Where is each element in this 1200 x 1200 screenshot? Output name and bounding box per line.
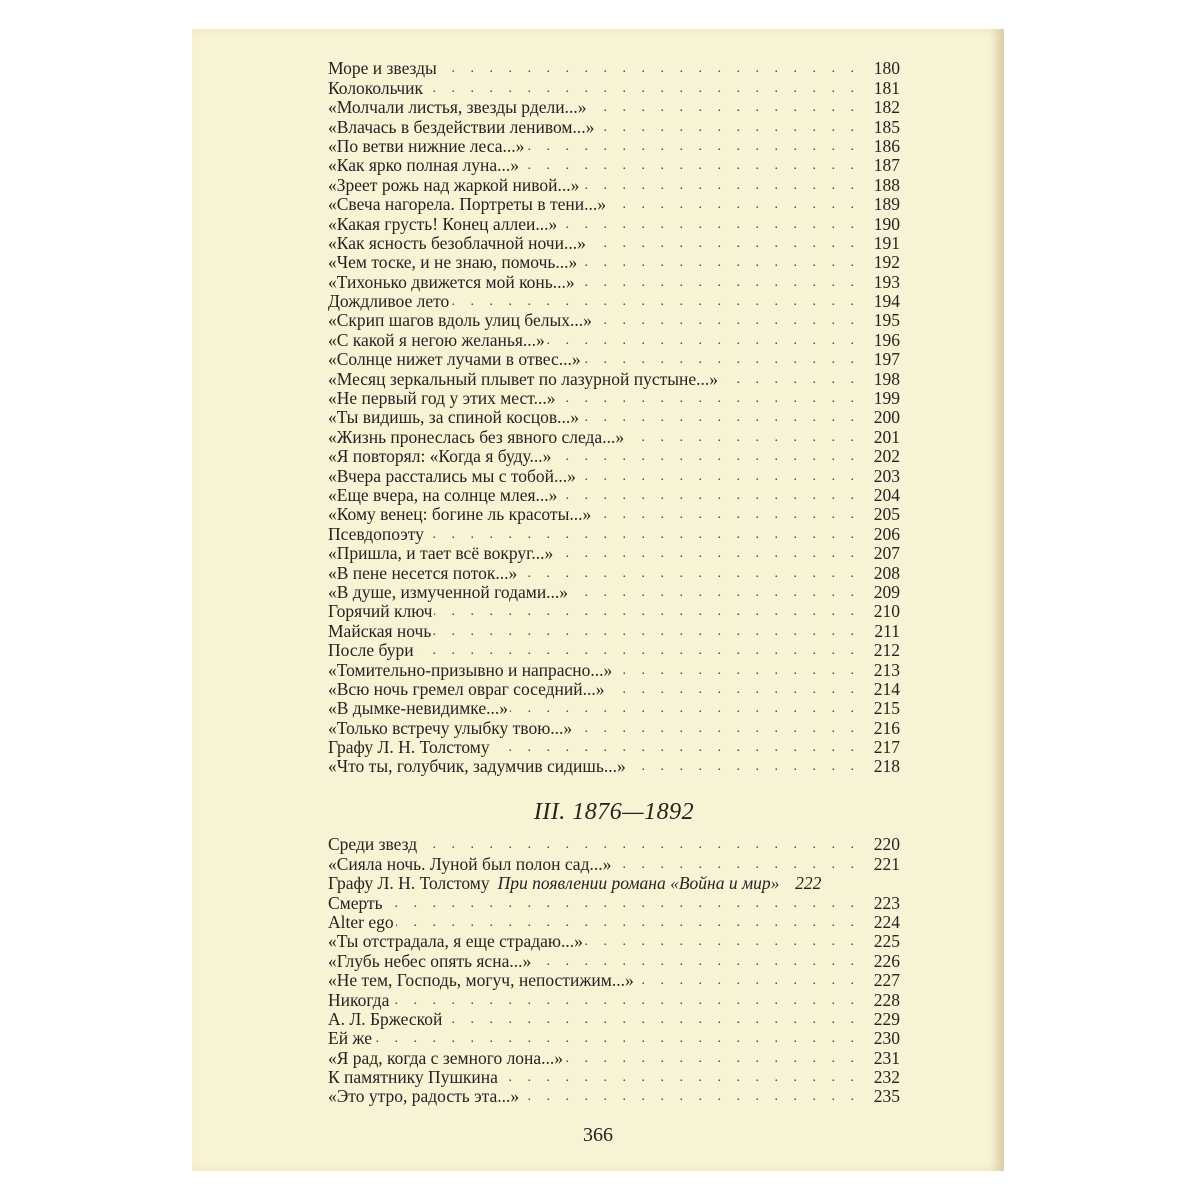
toc-entry-title: Ей же: [328, 1029, 373, 1049]
book-page: [192, 29, 1004, 1171]
toc-entry-title: «Солнце нижет лучами в отвес...»: [328, 350, 581, 370]
dot-leader: [565, 1049, 860, 1068]
toc-entry: [328, 350, 900, 369]
toc-entry-page: 212: [873, 640, 900, 661]
dot-leader: [391, 991, 860, 1010]
toc-entry: [328, 137, 900, 156]
dot-leader: [559, 486, 860, 505]
toc-entry-title: «Ты видишь, за спиной косцов...»: [328, 408, 580, 428]
dot-leader: [585, 932, 860, 951]
toc-entry-title: «Молчали листья, звезды рдели...»: [328, 98, 587, 118]
toc-entry-page: 187: [873, 155, 900, 176]
dot-leader: [492, 738, 860, 757]
toc-entry-title: Alter ego: [328, 912, 394, 932]
toc-entry: [328, 738, 900, 757]
toc-entry-title: Горячий ключ: [328, 602, 433, 622]
toc-entry: [328, 389, 900, 408]
toc-entry-title: Среди звезд: [328, 835, 418, 855]
toc-entry-title: Графу Л. Н. Толстому: [328, 874, 490, 894]
dot-leader: [577, 273, 860, 292]
toc-entry: [328, 1068, 900, 1087]
toc-entry-title: Смерть: [328, 893, 383, 913]
toc-entry-page: 188: [873, 174, 900, 195]
toc-entry-page: 227: [873, 970, 900, 991]
toc-entry: [328, 175, 900, 194]
toc-entry-page: 190: [873, 213, 900, 234]
toc-entry-page: 214: [873, 678, 900, 699]
toc-entry-title: «Вчера расстались мы с тобой...»: [328, 466, 576, 486]
toc-entry-page: 210: [873, 601, 900, 622]
dot-leader: [581, 408, 860, 427]
toc-entry-title: «Зреет рожь над жаркой нивой...»: [328, 175, 580, 195]
toc-entry-page: 197: [873, 349, 900, 370]
toc-entry-title: «Месяц зеркальный плывет по лазурной пустыне...»: [328, 369, 718, 389]
toc-entry-title: «Что ты, голубчик, задумчив сидишь...»: [328, 757, 626, 777]
toc-entry-title: Дождливое лето: [328, 292, 450, 312]
toc-entry: [328, 990, 900, 1009]
toc-entry: [328, 718, 900, 737]
toc-entry-title: «Пришла, и тает всё вокруг...»: [328, 544, 554, 564]
toc-entry: [328, 641, 900, 660]
toc-entry-title: «Сияла ночь. Луной был полон сад...»: [328, 854, 612, 874]
dot-leader: [581, 176, 860, 195]
toc-entry-page: 218: [873, 756, 900, 777]
toc-entry: [328, 680, 900, 699]
toc-entry-title: «По ветви нижние леса...»: [328, 136, 525, 156]
toc-entry-page: 181: [873, 77, 900, 98]
toc-entry-page: 230: [873, 1028, 900, 1049]
toc-entry: [328, 486, 900, 505]
toc-entry: [328, 311, 900, 330]
dot-leader: [608, 195, 860, 214]
toc-entry: [328, 59, 900, 78]
dot-leader: [416, 641, 860, 660]
dot-leader: [579, 253, 860, 272]
toc-entry-page: 209: [873, 581, 900, 602]
toc-entry-title: «Чем тоске, и не знаю, помочь...»: [328, 253, 578, 273]
toc-entry: [328, 621, 900, 640]
toc-entry-title: «Это утро, радость эта...»: [328, 1087, 520, 1107]
toc-entry-page: 198: [873, 368, 900, 389]
dot-leader: [570, 583, 860, 602]
dot-leader: [547, 331, 860, 350]
toc-entry-page: 200: [873, 407, 900, 428]
dot-leader: [433, 622, 860, 641]
toc-entry-page: 231: [873, 1047, 900, 1068]
toc-entry-page: 232: [873, 1067, 900, 1088]
toc-entry-title: «В душе, измученной годами...»: [328, 582, 569, 602]
toc-entry: [328, 408, 900, 427]
dot-leader: [559, 215, 860, 234]
dot-leader: [439, 59, 860, 78]
toc-entry-title: «Томительно-призывно и напрасно...»: [328, 660, 613, 680]
toc-entry-page: 191: [873, 232, 900, 253]
toc-entry-title: «В дымке-невидимке...»: [328, 699, 509, 719]
toc-entry-title: «Какая грусть! Конец аллеи...»: [328, 214, 558, 234]
toc-entry-title: Море и звезды: [328, 59, 437, 79]
toc-entry: [328, 447, 900, 466]
toc-entry-page: 223: [873, 892, 900, 913]
dot-leader: [574, 719, 860, 738]
toc-entry: [328, 544, 900, 563]
toc-entry: [328, 78, 900, 97]
toc-entry-page: 216: [873, 717, 900, 738]
section-heading: III. 1876—1892: [533, 799, 695, 825]
toc-entry-title: «Влачась в бездействии ленивом...»: [328, 117, 595, 137]
dot-leader: [510, 699, 860, 718]
dot-leader: [626, 428, 860, 447]
toc-entry: [328, 427, 900, 446]
toc-entry: [328, 505, 900, 524]
toc-entry-page: 226: [873, 950, 900, 971]
toc-entry: [328, 874, 900, 893]
toc-entry: [328, 195, 900, 214]
toc-entry-page: 194: [873, 291, 900, 312]
toc-entry: [328, 913, 900, 932]
toc-entry: [328, 1010, 900, 1029]
toc-entry: [328, 1029, 900, 1048]
toc-entry: [328, 234, 900, 253]
toc-entry-page: 186: [873, 135, 900, 156]
toc-entry-title: Колокольчик: [328, 78, 423, 98]
toc-entry-page: 192: [873, 252, 900, 273]
dot-leader: [557, 389, 860, 408]
toc-entry-page: 208: [873, 562, 900, 583]
dot-leader: [451, 292, 860, 311]
dot-leader: [553, 447, 860, 466]
toc-entry-page: 193: [873, 271, 900, 292]
toc-entry: [328, 854, 900, 873]
toc-entry-title: А. Л. Бржеской: [328, 1009, 443, 1029]
toc-entry-page: 204: [873, 484, 900, 505]
dot-leader: [636, 971, 860, 990]
toc-entry: [328, 524, 900, 543]
toc-entry: [328, 583, 900, 602]
toc-entry-page: 203: [873, 465, 900, 486]
toc-entry-title: «Жизнь пронеслась без явного следа...»: [328, 427, 625, 447]
toc-entry-page: 205: [873, 504, 900, 525]
toc-entry-page: 235: [873, 1086, 900, 1107]
toc-entry-page: 202: [873, 446, 900, 467]
dot-leader: [374, 1029, 860, 1048]
toc-entry: [328, 292, 900, 311]
toc-entry-page: 229: [873, 1008, 900, 1029]
toc-entry: [328, 971, 900, 990]
dot-leader: [614, 661, 860, 680]
dot-leader: [720, 370, 860, 389]
toc-entry-title: «Не первый год у этих мест...»: [328, 389, 556, 409]
dot-leader: [596, 118, 860, 137]
toc-entry-page: 222: [795, 873, 822, 894]
toc-entry-title: «Я повторял: «Когда я буду...»: [328, 447, 552, 467]
toc-entry-page: 220: [873, 834, 900, 855]
toc-entry: [328, 330, 900, 349]
toc-entry-title: «Скрип шагов вдоль улиц белых...»: [328, 311, 592, 331]
toc-entry-page: 225: [873, 931, 900, 952]
toc-list-part-3: [328, 835, 900, 1106]
toc-entry: [328, 117, 900, 136]
toc-entry: [328, 932, 900, 951]
toc-entry: [328, 602, 900, 621]
toc-entry-page: 185: [873, 116, 900, 137]
toc-entry: [328, 1048, 900, 1067]
toc-entry-title: «Тихонько движется мой конь...»: [328, 272, 575, 292]
dot-leader: [578, 467, 860, 486]
toc-entry: [328, 369, 900, 388]
toc-entry-page: 217: [873, 737, 900, 758]
toc-entry: [328, 466, 900, 485]
toc-list-part-2: [328, 59, 900, 776]
dot-leader: [444, 1010, 860, 1029]
toc-entry: [328, 951, 900, 970]
dot-leader: [613, 855, 860, 874]
toc-entry-title: «Глубь небес опять ясна...»: [328, 951, 532, 971]
toc-entry-page: 201: [873, 426, 900, 447]
toc-entry-title: «Ты отстрадала, я еще страдаю...»: [328, 932, 583, 952]
dot-leader: [385, 894, 860, 913]
toc-entry-title: После бури: [328, 641, 414, 661]
toc-entry-page: 206: [873, 523, 900, 544]
toc-entry-title: «Свеча нагорела. Портреты в тени...»: [328, 195, 606, 215]
toc-entry: [328, 214, 900, 233]
toc-entry-title: Майская ночь: [328, 621, 432, 641]
dot-leader: [521, 1087, 860, 1106]
toc-entry-title: «Только встречу улыбку твою...»: [328, 718, 573, 738]
toc-entry: [328, 835, 900, 854]
toc-entry-page: 207: [873, 543, 900, 564]
dot-leader: [419, 835, 860, 854]
dot-leader: [396, 913, 860, 932]
dot-leader: [594, 311, 860, 330]
toc-entry-page: 224: [873, 911, 900, 932]
toc-entry-title: «В пене несется поток...»: [328, 563, 518, 583]
toc-entry-page: 189: [873, 194, 900, 215]
toc-entry-title: «Не тем, Господь, могуч, непостижим...»: [328, 971, 634, 991]
toc-entry: [328, 660, 900, 679]
toc-entry-page: 180: [873, 58, 900, 79]
toc-entry-title: «Как ясность безоблачной ночи...»: [328, 233, 586, 253]
toc-entry: [328, 757, 900, 776]
dot-leader: [519, 564, 860, 583]
dot-leader: [521, 156, 860, 175]
toc-entry-page: 215: [873, 698, 900, 719]
toc-entry-title: «Кому венец: богине ль красоты...»: [328, 505, 592, 525]
dot-leader: [593, 505, 860, 524]
toc-entry-title: «Еще вчера, на солнце млея...»: [328, 485, 558, 505]
toc-entry-page: 199: [873, 388, 900, 409]
toc-entry-title: «Как ярко полная луна...»: [328, 156, 520, 176]
toc-entry-subtitle: При появлении романа «Война и мир»: [497, 874, 780, 894]
dot-leader: [533, 952, 860, 971]
dot-leader: [426, 525, 860, 544]
dot-leader: [526, 137, 860, 156]
toc-entry: [328, 893, 900, 912]
dot-leader: [583, 350, 860, 369]
toc-entry-title: Псевдопоэту: [328, 524, 424, 544]
dot-leader: [588, 98, 860, 117]
toc-entry-title: Никогда: [328, 990, 390, 1010]
toc-entry-page: 221: [873, 853, 900, 874]
dot-leader: [588, 234, 860, 253]
toc-entry-title: «С какой я негою желанья...»: [328, 330, 545, 350]
toc-entry-page: 195: [873, 310, 900, 331]
dot-leader: [555, 544, 860, 563]
toc-entry-page: 211: [874, 620, 900, 641]
toc-entry-page: 213: [873, 659, 900, 680]
dot-leader: [425, 79, 860, 98]
toc-entry: [328, 98, 900, 117]
dot-leader: [628, 757, 860, 776]
toc-entry-page: 196: [873, 329, 900, 350]
dot-leader: [434, 602, 860, 621]
toc-entry-page: 182: [873, 97, 900, 118]
toc-entry: [328, 1087, 900, 1106]
page-number: 366: [583, 1124, 613, 1146]
dot-leader: [500, 1068, 860, 1087]
toc-entry-title: К памятнику Пушкина: [328, 1068, 498, 1088]
toc-entry-title: Графу Л. Н. Толстому: [328, 738, 490, 758]
toc-entry: [328, 156, 900, 175]
toc-entry-page: 228: [873, 989, 900, 1010]
toc-entry: [328, 253, 900, 272]
toc-entry-title: «Всю ночь гремел овраг соседний...»: [328, 679, 605, 699]
toc-entry: [328, 272, 900, 291]
toc-entry: [328, 699, 900, 718]
toc-entry-title: «Я рад, когда с земного лона...»: [328, 1048, 564, 1068]
dot-leader: [607, 680, 860, 699]
toc-entry: [328, 563, 900, 582]
